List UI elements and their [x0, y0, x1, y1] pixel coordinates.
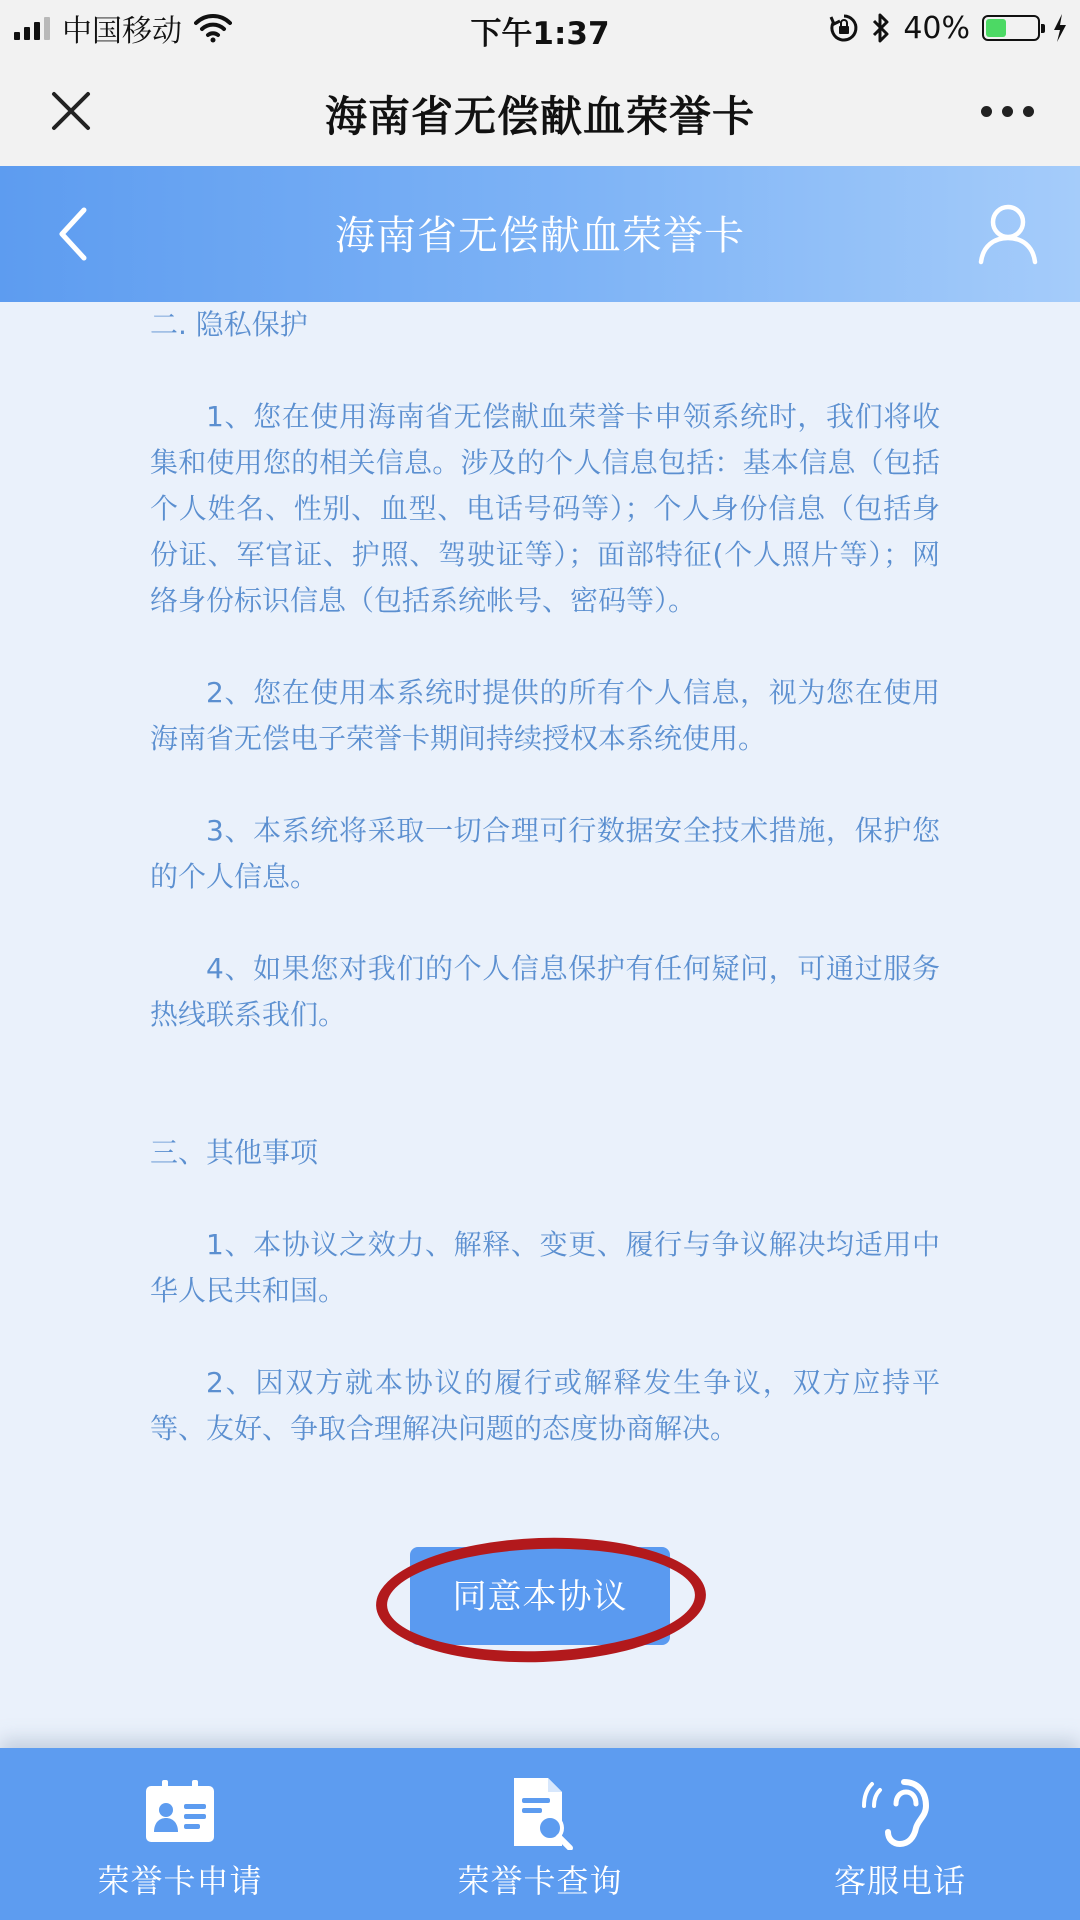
- tab-label: 荣誉卡查询: [457, 1862, 623, 1900]
- header-title: 海南省无偿献血荣誉卡: [335, 213, 745, 259]
- other-item-2: 2、因双方就本协议的履行或解释发生争议，双方应持平等、友好、争取合理解决问题的态度协商解决。: [150, 1366, 940, 1445]
- wechat-title-bar: [0, 56, 1080, 166]
- agree-button[interactable]: 同意本协议: [410, 1547, 670, 1645]
- more-icon[interactable]: [981, 106, 1034, 117]
- tab-card-apply[interactable]: [0, 1748, 360, 1920]
- user-icon[interactable]: [976, 200, 1040, 266]
- privacy-item-3: 3、本系统将采取一切合理可行数据安全技术措施，保护您的个人信息。: [150, 814, 940, 893]
- wechat-page-title: 海南省无偿献血荣誉卡: [324, 92, 755, 141]
- id-card-icon: [140, 1776, 220, 1850]
- orientation-lock-icon: [829, 13, 859, 43]
- status-time: 下午1:37: [470, 16, 610, 52]
- bluetooth-icon: [871, 12, 891, 44]
- section-title-privacy: 二. 隐私保护: [150, 308, 308, 341]
- bottom-tab-bar: [0, 1748, 1080, 1920]
- battery-icon: [982, 15, 1040, 41]
- status-right: [829, 8, 1068, 48]
- carrier-label: 中国移动: [62, 14, 182, 49]
- tab-label: 客服电话: [833, 1862, 966, 1900]
- agreement-content[interactable]: [0, 302, 1080, 1750]
- tab-label: 荣誉卡申请: [97, 1862, 263, 1900]
- charging-icon: [1052, 13, 1068, 43]
- battery-percent: 40%: [903, 10, 970, 46]
- privacy-item-1: 1、您在使用海南省无偿献血荣誉卡申领系统时，我们将收集和使用您的相关信息。涉及的个人信息包括：基本信息（包括个人姓名、性别、血型、电话号码等）；个人身份信息（包括身份证、军官证、护照、驾驶证等）；面部特征(个人照片等）；网络身份标识信息（包括系统帐号、密码等）。: [150, 400, 940, 617]
- battery-fill: [986, 19, 1006, 37]
- status-bar: [0, 0, 1080, 56]
- document-search-icon: [500, 1776, 580, 1850]
- tab-card-query[interactable]: [360, 1748, 720, 1920]
- section-title-other: 三、其他事项: [150, 1136, 319, 1169]
- agreement-text: [150, 302, 940, 1452]
- tab-customer-phone[interactable]: [720, 1748, 1080, 1920]
- privacy-item-4: 4、如果您对我们的个人信息保护有任何疑问，可通过服务热线联系我们。: [150, 952, 940, 1031]
- privacy-item-2: 2、您在使用本系统时提供的所有个人信息，视为您在使用海南省无偿电子荣誉卡期间持续授权本系统使用。: [150, 676, 940, 755]
- other-item-1: 1、本协议之效力、解释、变更、履行与争议解决均适用中华人民共和国。: [150, 1228, 940, 1307]
- phone-icon: [860, 1776, 940, 1850]
- page-header: [0, 166, 1080, 302]
